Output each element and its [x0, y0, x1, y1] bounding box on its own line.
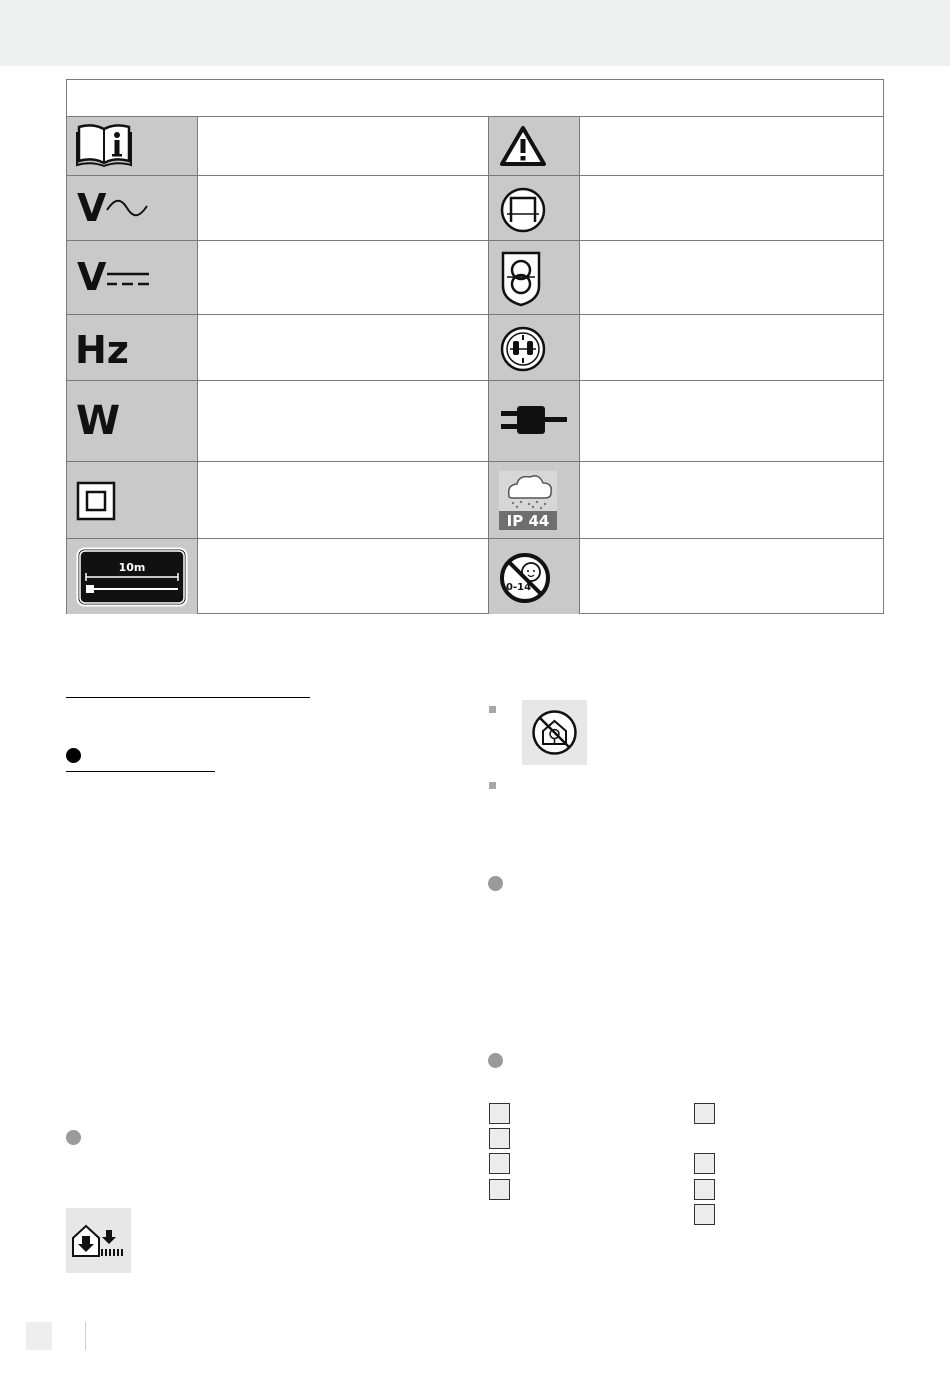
read-instructions-icon [75, 123, 133, 167]
indoor-outdoor-tile [66, 1208, 131, 1273]
section-heading-rule [66, 697, 310, 698]
watt-icon: W [76, 398, 121, 444]
page-number-box [26, 1322, 52, 1350]
earthed-socket-icon [499, 325, 547, 373]
dc-lines-icon [105, 270, 151, 288]
part-number-box [489, 1179, 510, 1200]
mains-plug-icon [499, 402, 569, 438]
table-row [580, 117, 883, 175]
hertz-icon: Hz [75, 328, 129, 372]
section-bullet-dot [66, 1130, 81, 1145]
part-number-box [489, 1153, 510, 1174]
list-bullet [489, 706, 496, 713]
not-for-children-icon [499, 552, 551, 604]
section-bullet-dot [488, 1053, 503, 1068]
page-number-divider [85, 1322, 86, 1350]
indoor-outdoor-use-icon [70, 1222, 128, 1260]
table-row [198, 117, 488, 175]
header-band [0, 0, 950, 66]
section-bullet-dot [488, 876, 503, 891]
protection-class-ii-icon [76, 481, 116, 521]
part-number-box [489, 1128, 510, 1149]
ip44-label: IP 44 [506, 512, 550, 530]
part-number-box [694, 1153, 715, 1174]
warning-triangle-icon [499, 125, 547, 167]
list-bullet [489, 782, 496, 789]
safety-transformer-icon [500, 250, 542, 308]
protective-cover-icon [499, 186, 547, 234]
symbol-legend-table [66, 79, 884, 614]
table-header [67, 80, 883, 117]
not-for-indoor-use-icon [531, 709, 578, 756]
direct-current-icon: V [77, 255, 107, 299]
sine-wave-icon [105, 198, 149, 218]
part-number-box [694, 1204, 715, 1225]
cable-length-label: 10m [118, 561, 146, 574]
part-number-box [694, 1103, 715, 1124]
age-range-label: 0-14 [506, 582, 532, 593]
alternating-current-icon: V [77, 186, 107, 230]
part-number-box [489, 1103, 510, 1124]
heading-bullet-dot [66, 748, 81, 763]
no-indoor-tile [522, 700, 587, 765]
part-number-box [694, 1179, 715, 1200]
subheading-rule [66, 771, 215, 772]
cable-length-icon [76, 547, 188, 607]
